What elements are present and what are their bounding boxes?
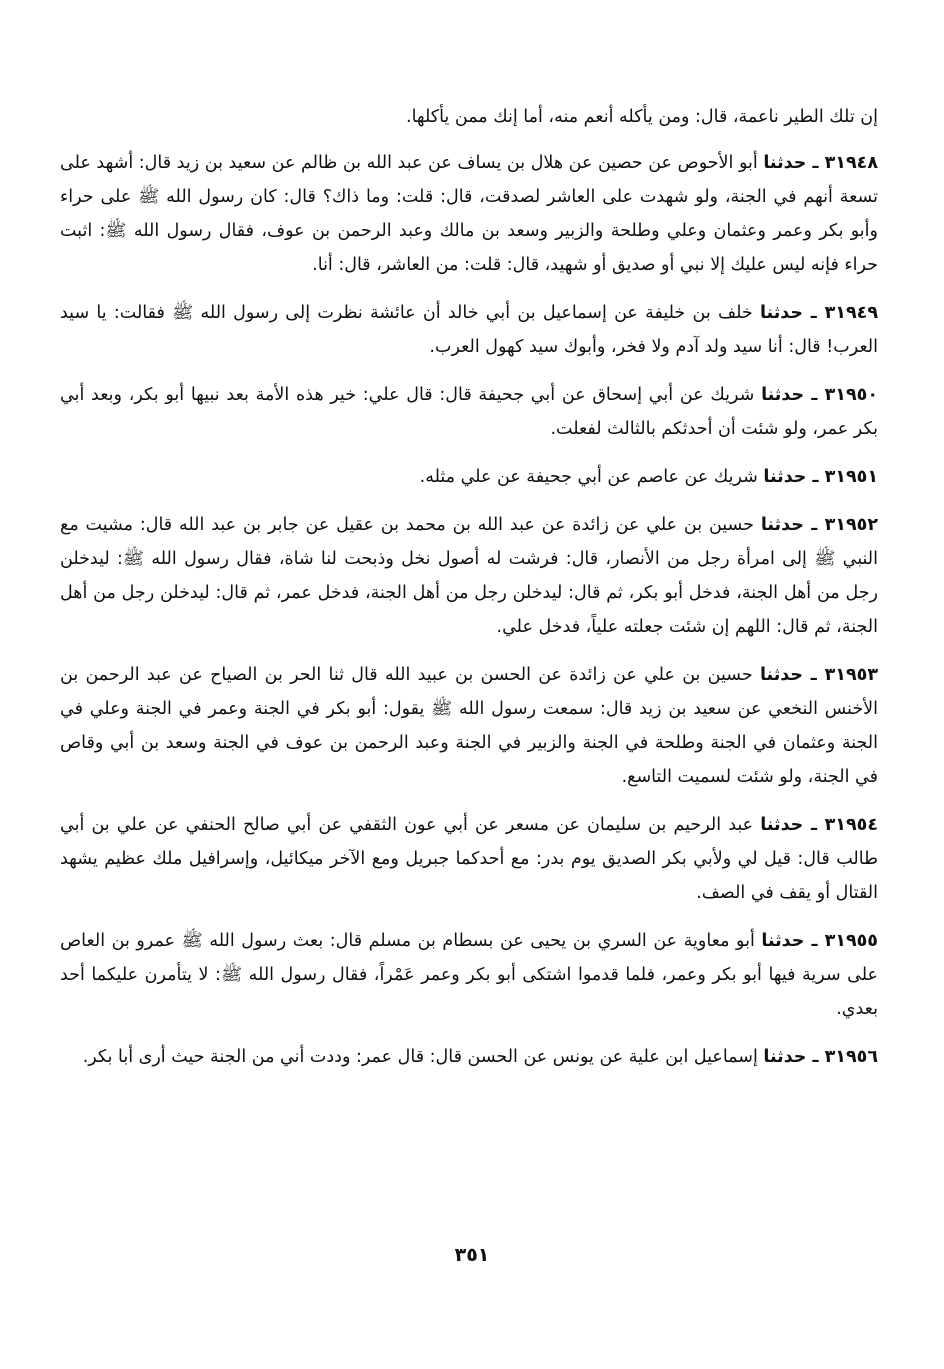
hadith-heading: حدثنا bbox=[763, 467, 807, 487]
hadith-paragraph: ٣١٩٤٨ ـ حدثنا أبو الأحوص عن حصين عن هلال بن يساف عن عبد الله بن ظالم عن سعيد بن زيد قال: أشهد على تسعة أنهم في الجنة، ولو شهدت على العاشر لصدقت، قال: قلت: وما ذاك؟ قال: كان رسول الله ﷺ على حراء وأبو بكر وعمر وعثمان وعلي وطلحة والزبير وسعد بن مالك وعبد الرحمن بن عوف، فقال رسول الله ﷺ: اثبت حراء فإنه ليس عليك إلا نبي أو صديق أو شهيد، قال: قلت: من العاشر، قال: أنا. bbox=[60, 153, 878, 275]
hadith-number: ٣١٩٥١ bbox=[824, 467, 878, 487]
hadith-number: ٣١٩٤٩ bbox=[824, 303, 878, 323]
hadith-number: ٣١٩٤٨ bbox=[824, 153, 878, 173]
hadith-heading: حدثنا bbox=[761, 931, 805, 951]
hadith-number: ٣١٩٥٦ bbox=[824, 1047, 878, 1067]
hadith-heading: حدثنا bbox=[759, 303, 803, 323]
hadith-text: عبد الرحيم بن سليمان عن مسعر عن أبي عون الثقفي عن أبي صالح الحنفي عن علي بن أبي طالب قال: قيل لي ولأبي بكر الصديق يوم بدر: مع أحدكما جبريل ومع الآخر ميكائيل، وإسرافيل ملك عظيم يشهد القتال أو يقف في الصف. bbox=[60, 815, 878, 903]
hadith-heading: حدثنا bbox=[760, 515, 804, 535]
hadith-number: ٣١٩٥٣ bbox=[824, 665, 878, 685]
hadith-text: خلف بن خليفة عن إسماعيل بن أبي خالد أن عائشة نظرت إلى رسول الله ﷺ فقالت: يا سيد العرب! قال: أنا سيد ولد آدم ولا فخر، وأبوك سيد كهول العرب. bbox=[60, 303, 878, 357]
hadith-paragraph: ٣١٩٥٤ ـ حدثنا عبد الرحيم بن سليمان عن مسعر عن أبي عون الثقفي عن أبي صالح الحنفي عن علي بن أبي طالب قال: قيل لي ولأبي بكر الصديق يوم بدر: مع أحدكما جبريل ومع الآخر ميكائيل، وإسرافيل ملك عظيم يشهد القتال أو يقف في الصف. bbox=[60, 815, 878, 903]
hadith-text: أبو الأحوص عن حصين عن هلال بن يساف عن عبد الله بن ظالم عن سعيد بن زيد قال: أشهد على تسعة أنهم في الجنة، ولو شهدت على العاشر لصدقت، قال: قلت: وما ذاك؟ قال: كان رسول الله ﷺ على حراء وأبو بكر وعمر وعثمان وعلي وطلحة والزبير وسعد بن مالك وعبد الرحمن بن عوف، فقال رسول الله ﷺ: اثبت حراء فإنه ليس عليك إلا نبي أو صديق أو شهيد، قال: قلت: من العاشر، قال: أنا. bbox=[60, 153, 878, 275]
hadith-paragraph: ٣١٩٥٦ ـ حدثنا إسماعيل ابن علية عن يونس عن الحسن قال: قال عمر: وددت أني من الجنة حيث أرى أبا بكر. bbox=[82, 1047, 878, 1067]
hadith-heading: حدثنا bbox=[760, 815, 804, 835]
hadith-heading: حدثنا bbox=[761, 385, 805, 405]
hadith-paragraph: ٣١٩٤٩ ـ حدثنا خلف بن خليفة عن إسماعيل بن أبي خالد أن عائشة نظرت إلى رسول الله ﷺ فقالت: يا سيد العرب! قال: أنا سيد ولد آدم ولا فخر، وأبوك سيد كهول العرب. bbox=[60, 303, 878, 357]
hadith-paragraph: ٣١٩٥٣ ـ حدثنا حسين بن علي عن زائدة عن الحسن بن عبيد الله قال ثنا الحر بن الصياح عن عبد الرحمن بن الأخنس النخعي عن سعيد بن زيد قال: سمعت رسول الله ﷺ يقول: أبو بكر في الجنة وعمر في الجنة وعلي في الجنة وعثمان في الجنة وطلحة في الجنة والزبير في الجنة وعبد الرحمن بن عوف في الجنة وسعد بن أبي وقاص في الجنة، ولو شئت لسميت التاسع. bbox=[60, 665, 878, 787]
hadith-paragraph: ٣١٩٥٢ ـ حدثنا حسين بن علي عن زائدة عن عبد الله بن محمد بن عقيل عن جابر بن عبد الله قال: مشيت مع النبي ﷺ إلى امرأة رجل من الأنصار، قال: فرشت له أصول نخل وذبحت لنا شاة، فقال رسول الله ﷺ: ليدخلن رجل من أهل الجنة، فدخل أبو بكر، ثم قال: ليدخلن رجل من أهل الجنة، فدخل عمر، ثم قال: ليدخلن رجل من أهل الجنة، ثم قال: اللهم إن شئت جعلته علياً، فدخل علي. bbox=[60, 515, 878, 637]
hadith-number: ٣١٩٥٢ bbox=[824, 515, 878, 535]
hadith-text: شريك عن أبي إسحاق عن أبي جحيفة قال: قال علي: خير هذه الأمة بعد نبيها أبو بكر، وبعد أبي بكر عمر، ولو شئت أن أحدثكم بالثالث لفعلت. bbox=[60, 385, 878, 439]
hadith-number: ٣١٩٥٥ bbox=[824, 931, 878, 951]
hadith-number: ٣١٩٥٠ bbox=[824, 385, 878, 405]
hadith-text: حسين بن علي عن زائدة عن الحسن بن عبيد الله قال ثنا الحر بن الصياح عن عبد الرحمن بن الأخنس النخعي عن سعيد بن زيد قال: سمعت رسول الله ﷺ يقول: أبو بكر في الجنة وعمر في الجنة وعلي في الجنة وعثمان في الجنة وطلحة في الجنة والزبير في الجنة وعبد الرحمن بن عوف في الجنة وسعد بن أبي وقاص في الجنة، ولو شئت لسميت التاسع. bbox=[60, 665, 878, 787]
hadith-heading: حدثنا bbox=[763, 1047, 807, 1067]
hadith-number: ٣١٩٥٤ bbox=[824, 815, 878, 835]
hadith-text: إسماعيل ابن علية عن يونس عن الحسن قال: قال عمر: وددت أني من الجنة حيث أرى أبا بكر. bbox=[82, 1047, 758, 1067]
opening-paragraph bbox=[60, 100, 878, 134]
hadith-heading: حدثنا bbox=[763, 153, 807, 173]
opening-text: إن تلك الطير ناعمة، قال: ومن يأكله أنعم منه، أما إنك ممن يأكلها. bbox=[406, 107, 878, 127]
hadith-heading: حدثنا bbox=[759, 665, 803, 685]
hadith-paragraph: ٣١٩٥٥ ـ حدثنا أبو معاوية عن السري بن يحيى عن بسطام بن مسلم قال: بعث رسول الله ﷺ عمرو بن العاص على سرية فيها أبو بكر وعمر، فلما قدموا اشتكى أبو بكر وعمر عَمْراً، فقال رسول الله ﷺ: لا يتأمرن عليكما أحد بعدي. bbox=[60, 931, 878, 1019]
hadith-text: حسين بن علي عن زائدة عن عبد الله بن محمد بن عقيل عن جابر بن عبد الله قال: مشيت مع النبي ﷺ إلى امرأة رجل من الأنصار، قال: فرشت له أصول نخل وذبحت لنا شاة، فقال رسول الله ﷺ: ليدخلن رجل من أهل الجنة، فدخل أبو بكر، ثم قال: ليدخلن رجل من أهل الجنة، فدخل عمر، ثم قال: ليدخلن رجل من أهل الجنة، ثم قال: اللهم إن شئت جعلته علياً، فدخل علي. bbox=[60, 515, 878, 637]
hadith-paragraph: ٣١٩٥٠ ـ حدثنا شريك عن أبي إسحاق عن أبي جحيفة قال: قال علي: خير هذه الأمة بعد نبيها أبو بكر، وبعد أبي بكر عمر، ولو شئت أن أحدثكم بالثالث لفعلت. bbox=[60, 385, 878, 439]
hadith-text: شريك عن عاصم عن أبي جحيفة عن علي مثله. bbox=[419, 467, 758, 487]
hadith-paragraph: ٣١٩٥١ ـ حدثنا شريك عن عاصم عن أبي جحيفة عن علي مثله. bbox=[419, 467, 878, 487]
page-body bbox=[60, 100, 878, 1289]
page-number: ٣٥١ bbox=[454, 1244, 490, 1266]
hadith-text: أبو معاوية عن السري بن يحيى عن بسطام بن مسلم قال: بعث رسول الله ﷺ عمرو بن العاص على سرية فيها أبو بكر وعمر، فلما قدموا اشتكى أبو بكر وعمر عَمْراً، فقال رسول الله ﷺ: لا يتأمرن عليكما أحد بعدي. bbox=[60, 931, 878, 1019]
